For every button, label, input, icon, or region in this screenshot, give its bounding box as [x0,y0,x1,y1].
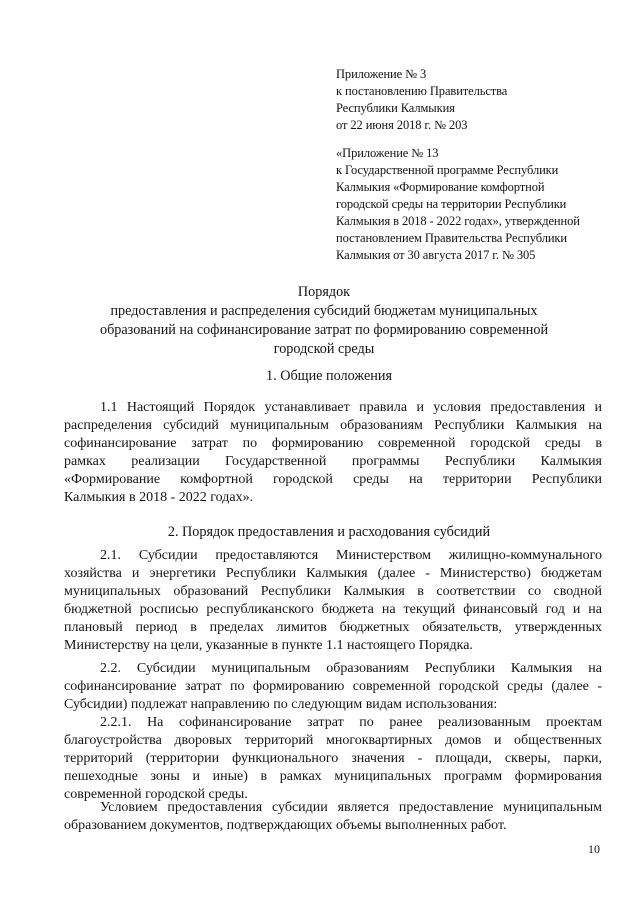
appendix-line: Калмыкия от 30 августа 2017 г. № 305 [336,248,536,262]
paragraph-line: муниципальных образований Республики Калмыкия в соответствии со сводной [64,584,602,599]
paragraph-line: бюджетной росписью республиканского бюджета на текущий финансовый год и на [64,602,602,617]
paragraph-line: софинансирование затрат по формированию современной городской среды в [64,436,602,451]
paragraph-line: хозяйства и энергетики Республики Калмыкия (далее - Министерство) бюджетам [64,566,602,581]
appendix-header [336,66,507,134]
paragraph-condition [64,799,602,835]
appendix-line: к Государственной программе Республики [336,163,559,177]
paragraph-2-1 [64,547,602,655]
paragraph-line: Калмыкия в 2018 - 2022 годах». [64,490,254,505]
paragraph-line: плановый период в пределах лимитов бюджетных обязательств, утвержденных [64,620,602,635]
paragraph-line: 2.2.1. На софинансирование затрат по ранее реализованным проектам [100,715,602,730]
title-line: образований на софинансирование затрат по формированию современной [99,322,549,338]
page-number: 10 [588,842,600,856]
appendix-line: Калмыкия «Формирование комфортной [336,180,545,194]
appendix-line: от 22 июня 2018 г. № 203 [336,118,468,132]
paragraph-line: рамках реализации Государственной программы Республики Калмыкия [64,454,602,469]
appendix-line: Приложение № 3 [336,67,427,81]
paragraph-line: 2.1. Субсидии предоставляются Министерством жилищно-коммунального [100,548,602,563]
appendix-line: постановлением Правительства Республики [336,231,567,245]
paragraph-line: Субсидии) подлежат направлению по следующим видам использования: [64,697,498,712]
paragraph-line: пешеходные зоны и иные) в рамках муниципальных программ формирования [64,769,602,784]
paragraph-line: образованием документов, подтверждающих объемы выполненных работ. [64,818,507,833]
appendix-reference [336,145,580,264]
section-heading-procedure [64,523,594,542]
appendix-line: городской среды на территории Республики [336,197,567,211]
title-line: предоставления и распределения субсидий бюджетам муниципальных [110,303,538,319]
section-heading-text: 1. Общие положения [266,368,392,384]
appendix-line: Калмыкия в 2018 - 2022 годах», утвержденной [336,214,580,228]
paragraph-line: «Формирование комфортной городской среды на территории Республики [64,472,602,487]
paragraph-1-1 [64,399,602,507]
section-heading-text: 2. Порядок предоставления и расходования субсидий [167,524,491,540]
title-line: городской среды [273,341,375,357]
document-title [64,283,584,302]
appendix-line: Республики Калмыкия [336,101,455,115]
document-subtitle [64,302,584,359]
paragraph-line: современной городской среды. [64,787,248,802]
paragraph-line: 2.2. Субсидии муниципальным образованиям Республики Калмыкия на [100,661,602,676]
paragraph-line: 1.1 Настоящий Порядок устанавливает правила и условия предоставления и [100,400,602,415]
section-heading-general [64,367,594,386]
paragraph-line: благоустройства дворовых территорий многоквартирных домов и общественных [64,733,602,748]
appendix-line: к постановлению Правительства [336,84,508,98]
paragraph-line: территорий (территории функционального значения - площади, скверы, парки, [64,751,602,766]
paragraph-line: Условием предоставления субсидии является предоставление муниципальным [100,800,602,815]
paragraph-2-2 [64,660,602,714]
paragraph-2-2-1 [64,714,602,804]
paragraph-line: Министерству на цели, указанные в пункте 1.1 настоящего Порядка. [64,638,473,653]
appendix-line: «Приложение № 13 [336,146,439,160]
paragraph-line: софинансирование затрат по формированию современной городской среды (далее - [64,679,602,694]
paragraph-line: распределения субсидий муниципальным образованиям Республики Калмыкия на [64,418,602,433]
title-word: Порядок [297,284,351,300]
